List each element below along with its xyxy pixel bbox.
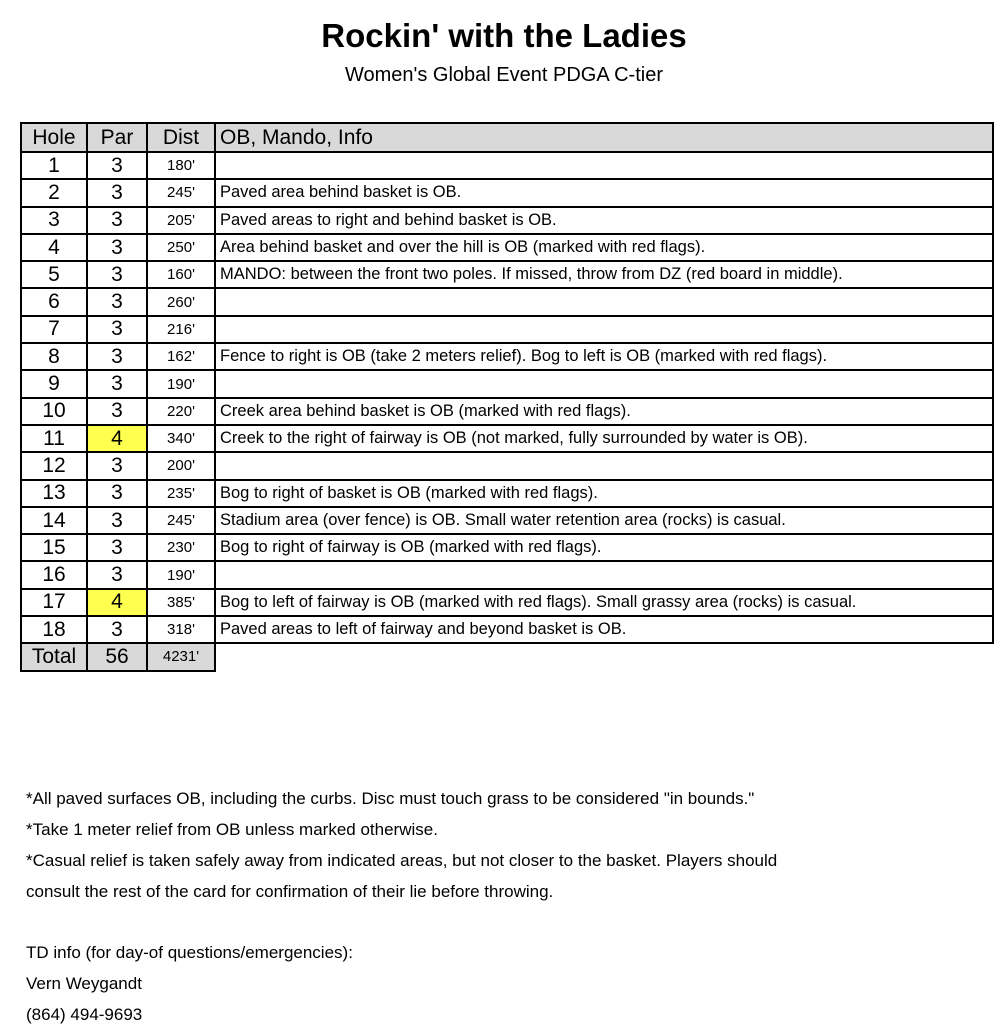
- dist-cell: 385': [147, 589, 215, 616]
- dist-cell: 260': [147, 288, 215, 315]
- total-dist: 4231': [147, 643, 215, 670]
- table-row: [21, 207, 993, 234]
- par-cell: 3: [87, 152, 147, 179]
- dist-cell: 190': [147, 370, 215, 397]
- par-cell: 4: [87, 425, 147, 452]
- info-cell: [215, 561, 993, 588]
- par-cell: 3: [87, 452, 147, 479]
- page-title: Rockin' with the Ladies: [321, 17, 687, 54]
- par-cell: 3: [87, 616, 147, 643]
- info-cell: Paved area behind basket is OB.: [215, 179, 993, 206]
- dist-cell: 230': [147, 534, 215, 561]
- table-row: [21, 370, 993, 397]
- dist-cell: 162': [147, 343, 215, 370]
- table-row: [21, 561, 993, 588]
- table-row: [21, 343, 993, 370]
- par-cell: 3: [87, 234, 147, 261]
- note-line: *Take 1 meter relief from OB unless marked otherwise.: [26, 820, 438, 839]
- table-row: [21, 398, 993, 425]
- info-cell: [215, 152, 993, 179]
- dist-cell: 235': [147, 480, 215, 507]
- note-line: *All paved surfaces OB, including the curbs. Disc must touch grass to be considered "in bounds.": [26, 789, 755, 808]
- table-header-row: [21, 123, 993, 152]
- table-row: [21, 425, 993, 452]
- table-row: [21, 152, 993, 179]
- hole-cell: 3: [21, 207, 87, 234]
- dist-cell: 245': [147, 507, 215, 534]
- td-heading: TD info (for day-of questions/emergencies):: [26, 943, 353, 962]
- note-line: consult the rest of the card for confirmation of their lie before throwing.: [26, 882, 554, 901]
- par-cell: 3: [87, 398, 147, 425]
- info-cell: [215, 316, 993, 343]
- scorecard-table: [20, 122, 994, 672]
- hole-cell: 8: [21, 343, 87, 370]
- table-row: [21, 234, 993, 261]
- hole-cell: 16: [21, 561, 87, 588]
- header-info: OB, Mando, Info: [215, 123, 993, 152]
- info-cell: Fence to right is OB (take 2 meters relief). Bog to left is OB (marked with red flags).: [215, 343, 993, 370]
- table-row: [21, 616, 993, 643]
- hole-cell: 4: [21, 234, 87, 261]
- table-body: [21, 152, 993, 643]
- td-info: [26, 937, 353, 1030]
- hole-cell: 6: [21, 288, 87, 315]
- page-subtitle: Women's Global Event PDGA C-tier: [344, 64, 663, 86]
- dist-cell: 216': [147, 316, 215, 343]
- info-cell: Bog to right of basket is OB (marked with red flags).: [215, 480, 993, 507]
- table-row: [21, 179, 993, 206]
- table-row: [21, 507, 993, 534]
- info-cell: Paved areas to right and behind basket is OB.: [215, 207, 993, 234]
- info-cell: Bog to left of fairway is OB (marked with red flags). Small grassy area (rocks) is casual.: [215, 589, 993, 616]
- hole-cell: 5: [21, 261, 87, 288]
- hole-cell: 15: [21, 534, 87, 561]
- dist-cell: 160': [147, 261, 215, 288]
- hole-cell: 11: [21, 425, 87, 452]
- par-cell: 4: [87, 589, 147, 616]
- table-row: [21, 480, 993, 507]
- table-row: [21, 316, 993, 343]
- info-cell: Creek to the right of fairway is OB (not marked, fully surrounded by water is OB).: [215, 425, 993, 452]
- total-par: 56: [87, 643, 147, 670]
- hole-cell: 2: [21, 179, 87, 206]
- par-cell: 3: [87, 480, 147, 507]
- par-cell: 3: [87, 507, 147, 534]
- info-cell: Area behind basket and over the hill is OB (marked with red flags).: [215, 234, 993, 261]
- dist-cell: 340': [147, 425, 215, 452]
- par-cell: 3: [87, 534, 147, 561]
- par-cell: 3: [87, 207, 147, 234]
- table-row: [21, 589, 993, 616]
- hole-cell: 18: [21, 616, 87, 643]
- table-row: [21, 288, 993, 315]
- dist-cell: 318': [147, 616, 215, 643]
- info-cell: [215, 452, 993, 479]
- total-row: [21, 643, 993, 670]
- info-cell: Stadium area (over fence) is OB. Small water retention area (rocks) is casual.: [215, 507, 993, 534]
- hole-cell: 13: [21, 480, 87, 507]
- header-dist: Dist: [147, 123, 215, 152]
- hole-cell: 12: [21, 452, 87, 479]
- dist-cell: 190': [147, 561, 215, 588]
- table-row: [21, 261, 993, 288]
- hole-cell: 17: [21, 589, 87, 616]
- td-name: Vern Weygandt: [26, 974, 142, 993]
- hole-cell: 14: [21, 507, 87, 534]
- dist-cell: 250': [147, 234, 215, 261]
- note-line: *Casual relief is taken safely away from indicated areas, but not closer to the basket. Players should: [26, 851, 778, 870]
- dist-cell: 200': [147, 452, 215, 479]
- par-cell: 3: [87, 179, 147, 206]
- info-cell: Bog to right of fairway is OB (marked with red flags).: [215, 534, 993, 561]
- par-cell: 3: [87, 561, 147, 588]
- info-cell: [215, 370, 993, 397]
- dist-cell: 220': [147, 398, 215, 425]
- table-row: [21, 452, 993, 479]
- hole-cell: 9: [21, 370, 87, 397]
- info-cell: Paved areas to left of fairway and beyond basket is OB.: [215, 616, 993, 643]
- dist-cell: 180': [147, 152, 215, 179]
- td-phone: (864) 494-9693: [26, 1005, 143, 1024]
- info-cell: Creek area behind basket is OB (marked with red flags).: [215, 398, 993, 425]
- par-cell: 3: [87, 316, 147, 343]
- dist-cell: 205': [147, 207, 215, 234]
- table-row: [21, 534, 993, 561]
- par-cell: 3: [87, 261, 147, 288]
- par-cell: 3: [87, 370, 147, 397]
- rules-notes: [26, 783, 777, 907]
- total-label: Total: [21, 643, 87, 670]
- hole-cell: 1: [21, 152, 87, 179]
- hole-cell: 7: [21, 316, 87, 343]
- hole-cell: 10: [21, 398, 87, 425]
- par-cell: 3: [87, 288, 147, 315]
- total-blank: [215, 643, 993, 670]
- par-cell: 3: [87, 343, 147, 370]
- info-cell: MANDO: between the front two poles. If missed, throw from DZ (red board in middle).: [215, 261, 993, 288]
- header-par: Par: [87, 123, 147, 152]
- header-hole: Hole: [21, 123, 87, 152]
- dist-cell: 245': [147, 179, 215, 206]
- info-cell: [215, 288, 993, 315]
